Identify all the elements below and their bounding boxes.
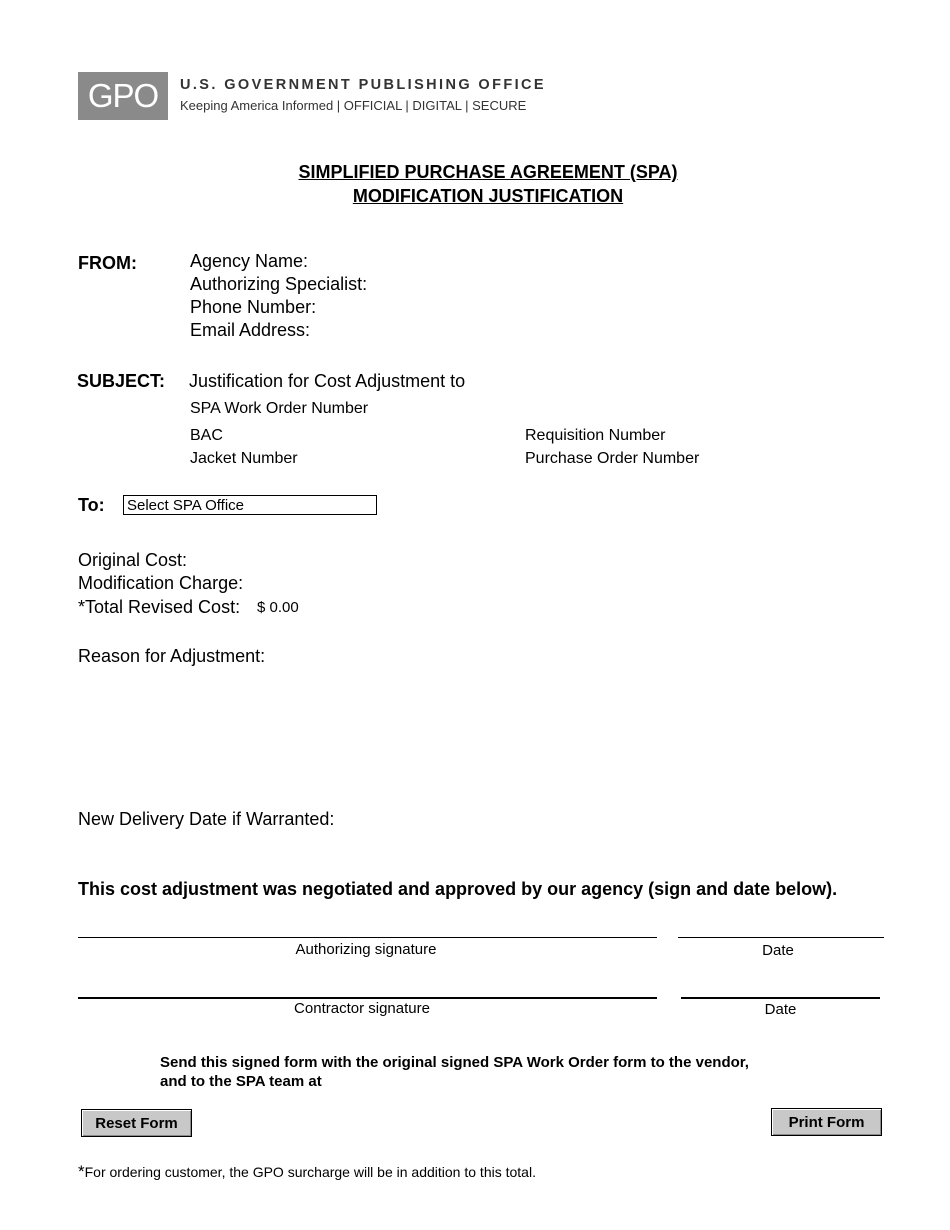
subject-label: SUBJECT: <box>77 371 166 391</box>
total-revised-cost-label: *Total Revised Cost: <box>78 597 241 617</box>
authorizing-specialist-field[interactable]: Authorizing Specialist: <box>190 274 368 294</box>
bac-field[interactable]: BAC <box>190 427 223 444</box>
org-tagline: Keeping America Informed | OFFICIAL | DIGITAL | SECURE <box>180 98 527 113</box>
subject-text: Justification for Cost Adjustment to <box>189 371 466 391</box>
new-delivery-date-field[interactable]: New Delivery Date if Warranted: <box>78 809 335 829</box>
authorizing-signature-line <box>78 937 657 938</box>
contractor-date-line <box>681 997 880 999</box>
jacket-number-field[interactable]: Jacket Number <box>190 450 298 467</box>
agency-name-field[interactable]: Agency Name: <box>190 251 309 271</box>
contractor-signature-label: Contractor signature <box>294 1000 430 1017</box>
footnote-text: For ordering customer, the GPO surcharge will be in addition to this total. <box>84 1164 536 1180</box>
spa-office-select[interactable]: Select SPA Office <box>123 495 377 515</box>
requisition-number-field[interactable]: Requisition Number <box>525 427 666 444</box>
spa-work-order-number-field[interactable]: SPA Work Order Number <box>190 400 369 417</box>
print-form-button[interactable]: Print Form <box>771 1108 882 1136</box>
authorizing-date-label: Date <box>762 942 794 959</box>
footnote-asterisk: * <box>78 1162 85 1181</box>
footnote <box>78 1162 536 1182</box>
org-name: U.S. GOVERNMENT PUBLISHING OFFICE <box>180 77 546 93</box>
to-label: To: <box>78 495 105 515</box>
modification-charge-field[interactable]: Modification Charge: <box>78 573 244 593</box>
instructions-line1: Send this signed form with the original signed SPA Work Order form to the vendor, <box>160 1054 749 1071</box>
contractor-date-label: Date <box>764 1001 797 1018</box>
contractor-signature-line <box>78 997 657 999</box>
from-label: FROM: <box>78 253 137 273</box>
form-title-line1: SIMPLIFIED PURCHASE AGREEMENT (SPA) <box>298 162 678 182</box>
reason-for-adjustment-field[interactable]: Reason for Adjustment: <box>78 646 266 666</box>
original-cost-field[interactable]: Original Cost: <box>78 550 188 570</box>
authorizing-date-line <box>678 937 884 938</box>
form-title-line2: MODIFICATION JUSTIFICATION <box>352 186 624 206</box>
instructions-line2: and to the SPA team at <box>160 1073 322 1090</box>
purchase-order-number-field[interactable]: Purchase Order Number <box>525 450 700 467</box>
gpo-logo: GPO <box>78 72 168 120</box>
reset-form-button[interactable]: Reset Form <box>81 1109 192 1137</box>
authorizing-signature-label: Authorizing signature <box>295 941 437 958</box>
phone-number-field[interactable]: Phone Number: <box>190 297 317 317</box>
total-revised-cost-value: $ 0.00 <box>257 599 299 616</box>
email-address-field[interactable]: Email Address: <box>190 320 311 340</box>
approval-statement: This cost adjustment was negotiated and approved by our agency (sign and date below). <box>78 879 838 899</box>
